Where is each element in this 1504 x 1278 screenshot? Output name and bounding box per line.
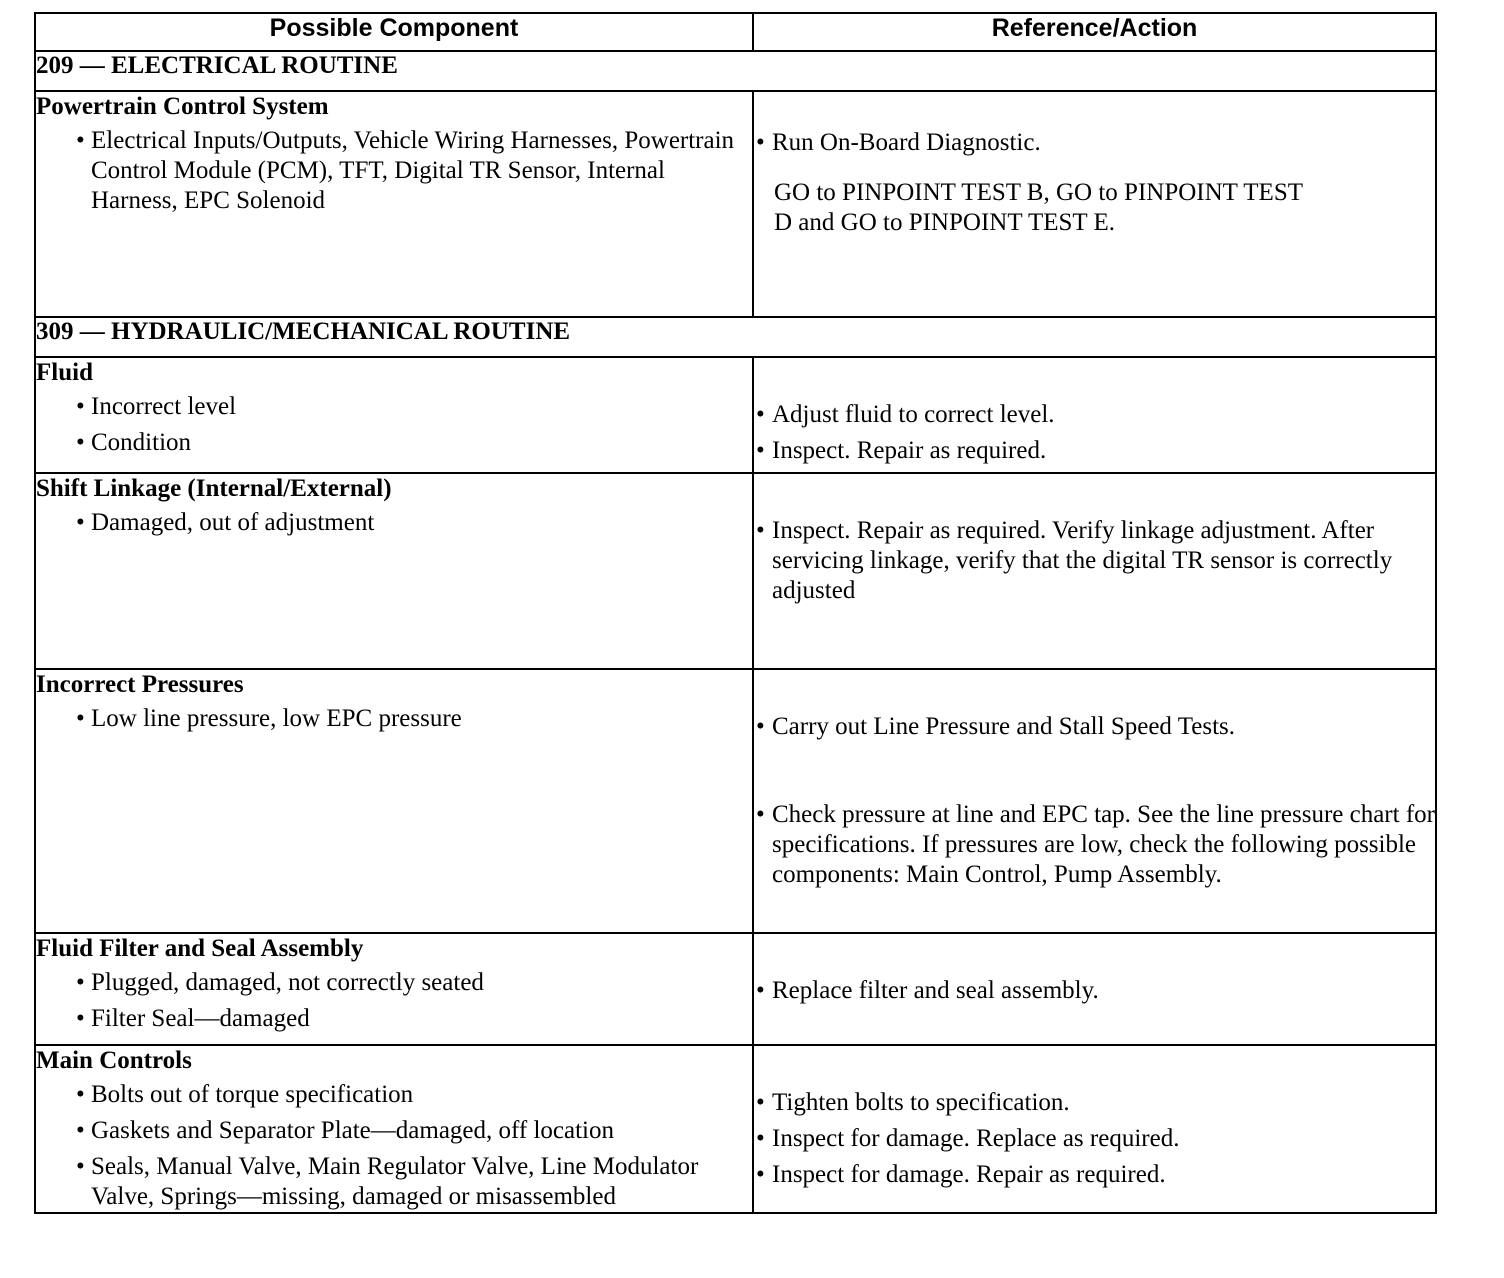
action-item: • Tighten bolts to specification. <box>754 1088 1435 1118</box>
component-item: • Gaskets and Separator Plate—damaged, off location <box>36 1116 752 1146</box>
component-item: • Seals, Manual Valve, Main Regulator Valve, Line Modulator Valve, Springs—missing, damaged or misassembled <box>36 1152 752 1212</box>
action-list <box>754 128 1435 238</box>
action-list <box>754 712 1435 890</box>
component-item: • Condition <box>36 428 752 458</box>
action-item: • Adjust fluid to correct level. <box>754 400 1435 430</box>
component-cell <box>35 91 753 317</box>
section-row <box>35 317 1436 357</box>
table-row <box>35 669 1436 933</box>
table-row <box>35 357 1436 473</box>
action-cell <box>753 933 1436 1045</box>
action-item: • Replace filter and seal assembly. <box>754 976 1435 1006</box>
section-title-hydraulic: 309 — HYDRAULIC/MECHANICAL ROUTINE <box>35 317 1436 357</box>
column-header-component: Possible Component <box>35 13 753 51</box>
section-title-electrical: 209 — ELECTRICAL ROUTINE <box>35 51 1436 91</box>
action-cell <box>753 473 1436 669</box>
component-item-list <box>36 704 752 734</box>
component-title: Incorrect Pressures <box>36 671 244 698</box>
action-cell <box>753 669 1436 933</box>
table-row <box>35 933 1436 1045</box>
diagnostic-table <box>34 12 1437 1214</box>
component-title: Fluid <box>36 359 93 386</box>
component-item: • Incorrect level <box>36 392 752 422</box>
component-cell <box>35 1045 753 1213</box>
action-cell <box>753 1045 1436 1213</box>
action-item: • Carry out Line Pressure and Stall Speed Tests. <box>754 712 1435 742</box>
action-item: • Check pressure at line and EPC tap. See the line pressure chart for specifications. If pressures are low, check the following possible components: Main Control, Pump Assembly. <box>754 800 1435 890</box>
component-cell <box>35 669 753 933</box>
action-list <box>754 400 1435 466</box>
component-title: Fluid Filter and Seal Assembly <box>36 935 364 962</box>
table-row <box>35 91 1436 317</box>
component-title: Main Controls <box>36 1047 192 1074</box>
action-list <box>754 1088 1435 1190</box>
column-header-action: Reference/Action <box>753 13 1436 51</box>
action-item: • Run On-Board Diagnostic. <box>754 128 1435 158</box>
action-item: GO to PINPOINT TEST B, GO to PINPOINT TEST D and GO to PINPOINT TEST E. <box>774 179 1303 236</box>
component-title: Shift Linkage (Internal/External) <box>36 475 392 502</box>
component-cell <box>35 473 753 669</box>
section-row <box>35 51 1436 91</box>
component-title: Powertrain Control System <box>36 93 329 120</box>
component-item: • Filter Seal—damaged <box>36 1004 752 1034</box>
action-item: • Inspect for damage. Replace as required. <box>754 1124 1435 1154</box>
table-header-row <box>35 13 1436 51</box>
table-row <box>35 473 1436 669</box>
action-list <box>754 976 1435 1006</box>
component-cell <box>35 357 753 473</box>
component-item: • Bolts out of torque specification <box>36 1080 752 1110</box>
action-item: • Inspect. Repair as required. <box>754 436 1435 466</box>
action-list <box>754 516 1435 606</box>
component-item: • Damaged, out of adjustment <box>36 508 752 538</box>
component-item: • Electrical Inputs/Outputs, Vehicle Wiring Harnesses, Powertrain Control Module (PCM), TFT, Digital TR Sensor, Internal Harness, EPC Solenoid <box>36 126 752 216</box>
action-item: • Inspect. Repair as required. Verify linkage adjustment. After servicing linkage, verify that the digital TR sensor is correctly adjusted <box>754 516 1435 606</box>
component-cell <box>35 933 753 1045</box>
action-item: • Inspect for damage. Repair as required. <box>754 1160 1435 1190</box>
component-item: • Low line pressure, low EPC pressure <box>36 704 752 734</box>
component-item-list <box>36 968 752 1034</box>
action-cell <box>753 357 1436 473</box>
component-item-list <box>36 508 752 538</box>
component-item-list <box>36 126 752 216</box>
component-item: • Plugged, damaged, not correctly seated <box>36 968 752 998</box>
action-cell <box>753 91 1436 317</box>
table-row <box>35 1045 1436 1213</box>
component-item-list <box>36 392 752 458</box>
component-item-list <box>36 1080 752 1212</box>
